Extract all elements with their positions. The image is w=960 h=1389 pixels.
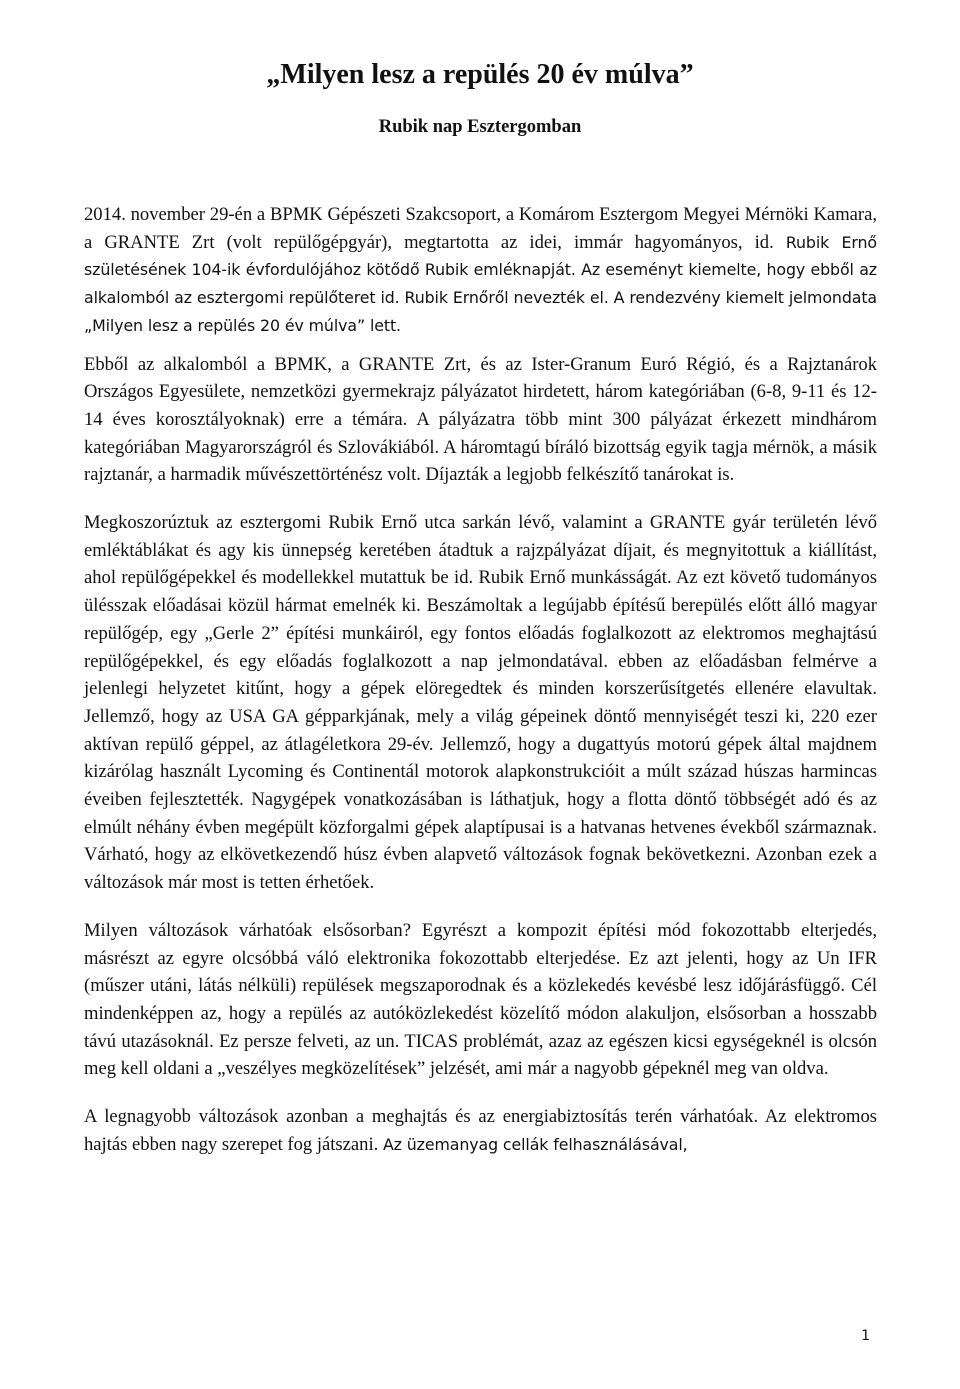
paragraph-run: Milyen változások várhatóak elsősorban? Egyrészt a kompozit építési mód fokozottabb elterjedés, másrészt az egyre olcsóbbá váló elektronika fokozottabb elterjedése. Ez azt jelenti, hogy az Un IFR (műszer utáni, látás nélküli) repülések megszaporodnak és a közlekedés kevésbé lesz időjárásfüggő. Cél mindenképpen az, hogy a repülés az autóközlekedést közelítő módon alakuljon, elsősorban a hosszabb távú utazásoknál. Ez persze felveti, az un. TICAS problémát, azaz az egészen kicsi egységeknél is olcsón meg kell oldani a „veszélyes megközelítések” jelzését, ami már a nagyobb gépeknél meg van oldva. [84,919,877,1080]
document-title: „Milyen lesz a repülés 20 év múlva” [266,59,694,90]
paragraph-run: Az üzemanyag cellák felhasználásával, [382,1134,688,1154]
page-number: 1 [861,1328,870,1344]
paragraph-competition [84,351,877,490]
paragraph-run: Rubik Ernő születésének 104-ik évfordulójához kötődő Rubik emléknapját. Az eseményt kiemelte, hogy ebből az alkalomból az esztergomi repülőteret id. Rubik Ernőről nevezték el. A rendezvény kiemelt jelmondata „Milyen lesz a repülés 20 év múlva” lett. [84,232,877,335]
document-subtitle: Rubik nap Esztergomban [378,117,582,137]
paragraph-propulsion [84,1103,877,1158]
paragraph-run: Ebből az alkalomból a BPMK, a GRANTE Zrt, és az Ister-Granum Euró Régió, és a Rajztanárok Országos Egyesülete, nemzetközi gyermekrajz pályázatot hirdetett, három kategóriában (6-8, 9-11 és 12-14 éves korosztályoknak) erre a témára. A pályázatra több mint 300 pályázat érkezett mindhárom kategóriában Magyarországról és Szlovákiából. A háromtagú bíráló bizottság egyik tagja mérnök, a másik rajztanár, a harmadik művészettörténész volt. Díjazták a legjobb felkészítő tanárokat is. [84,353,877,486]
paragraph-intro [84,201,877,340]
paragraph-run: Megkoszorúztuk az esztergomi Rubik Ernő utca sarkán lévő, valamint a GRANTE gyár területén lévő emléktáblákat és agy kis ünnepség keretében átadtuk a rajzpályázat díjait, és megnyitottuk a kiállítást, ahol repülőgépekkel és modellekkel mutattuk be id. Rubik Ernő munkásságát. Az ezt követő tudományos ülésszak előadásai közül hármat emelnék ki. Beszámoltak a legújabb építésű berepülés előtt álló magyar repülőgép, egy „Gerle 2” építési munkáiról, egy fontos előadás foglalkozott az elektromos meghajtású repülőgépekkel, és egy előadás foglalkozott a nap jelmondatával. ebben az előadásban felmérve a jelenlegi helyzetet kitűnt, hogy a gépek elöregedtek és minden korszerűsítgetés ellenére elavultak. Jellemző, hogy az USA GA gépparkjának, mely a világ gépeinek döntő mennyiségét teszi ki, 220 ezer aktívan repülő géppel, az átlagéletkora 29-év. Jellemző, hogy a dugattyús motorú gépek által majdnem kizárólag használt Lycoming és Continentál motorok alapkonstrukcióit a múlt század húszas harmincas éveiben fejlesztették. Nagygépek vonatkozásában is láthatjuk, hogy a flotta döntő többségét adó és az elmúlt néhány évben megépült közforgalmi gépek alaptípusai is a hatvanas hetvenes évekből származnak. Várható, hogy az elkövetkezendő húsz évben alapvető változások fognak bekövetkezni. Azonban ezek a változások már most is tetten érhetőek. [84,512,877,894]
paragraph-run: A legnagyobb változások azonban a meghajtás és az energiabiztosítás terén várhatóak. Az elektromos hajtás ebben nagy szerepet fog játszani. [84,1106,877,1155]
paragraph-run: 2014. november 29-én a BPMK Gépészeti Szakcsoport, a Komárom Esztergom Megyei Mérnöki Kamara, a GRANTE Zrt (volt repülőgépgyár), megtartotta az idei, immár hagyományos, id. [84,204,877,253]
paragraph-changes [84,917,877,1083]
paragraph-ceremony [84,509,877,897]
document-body [84,201,877,1159]
